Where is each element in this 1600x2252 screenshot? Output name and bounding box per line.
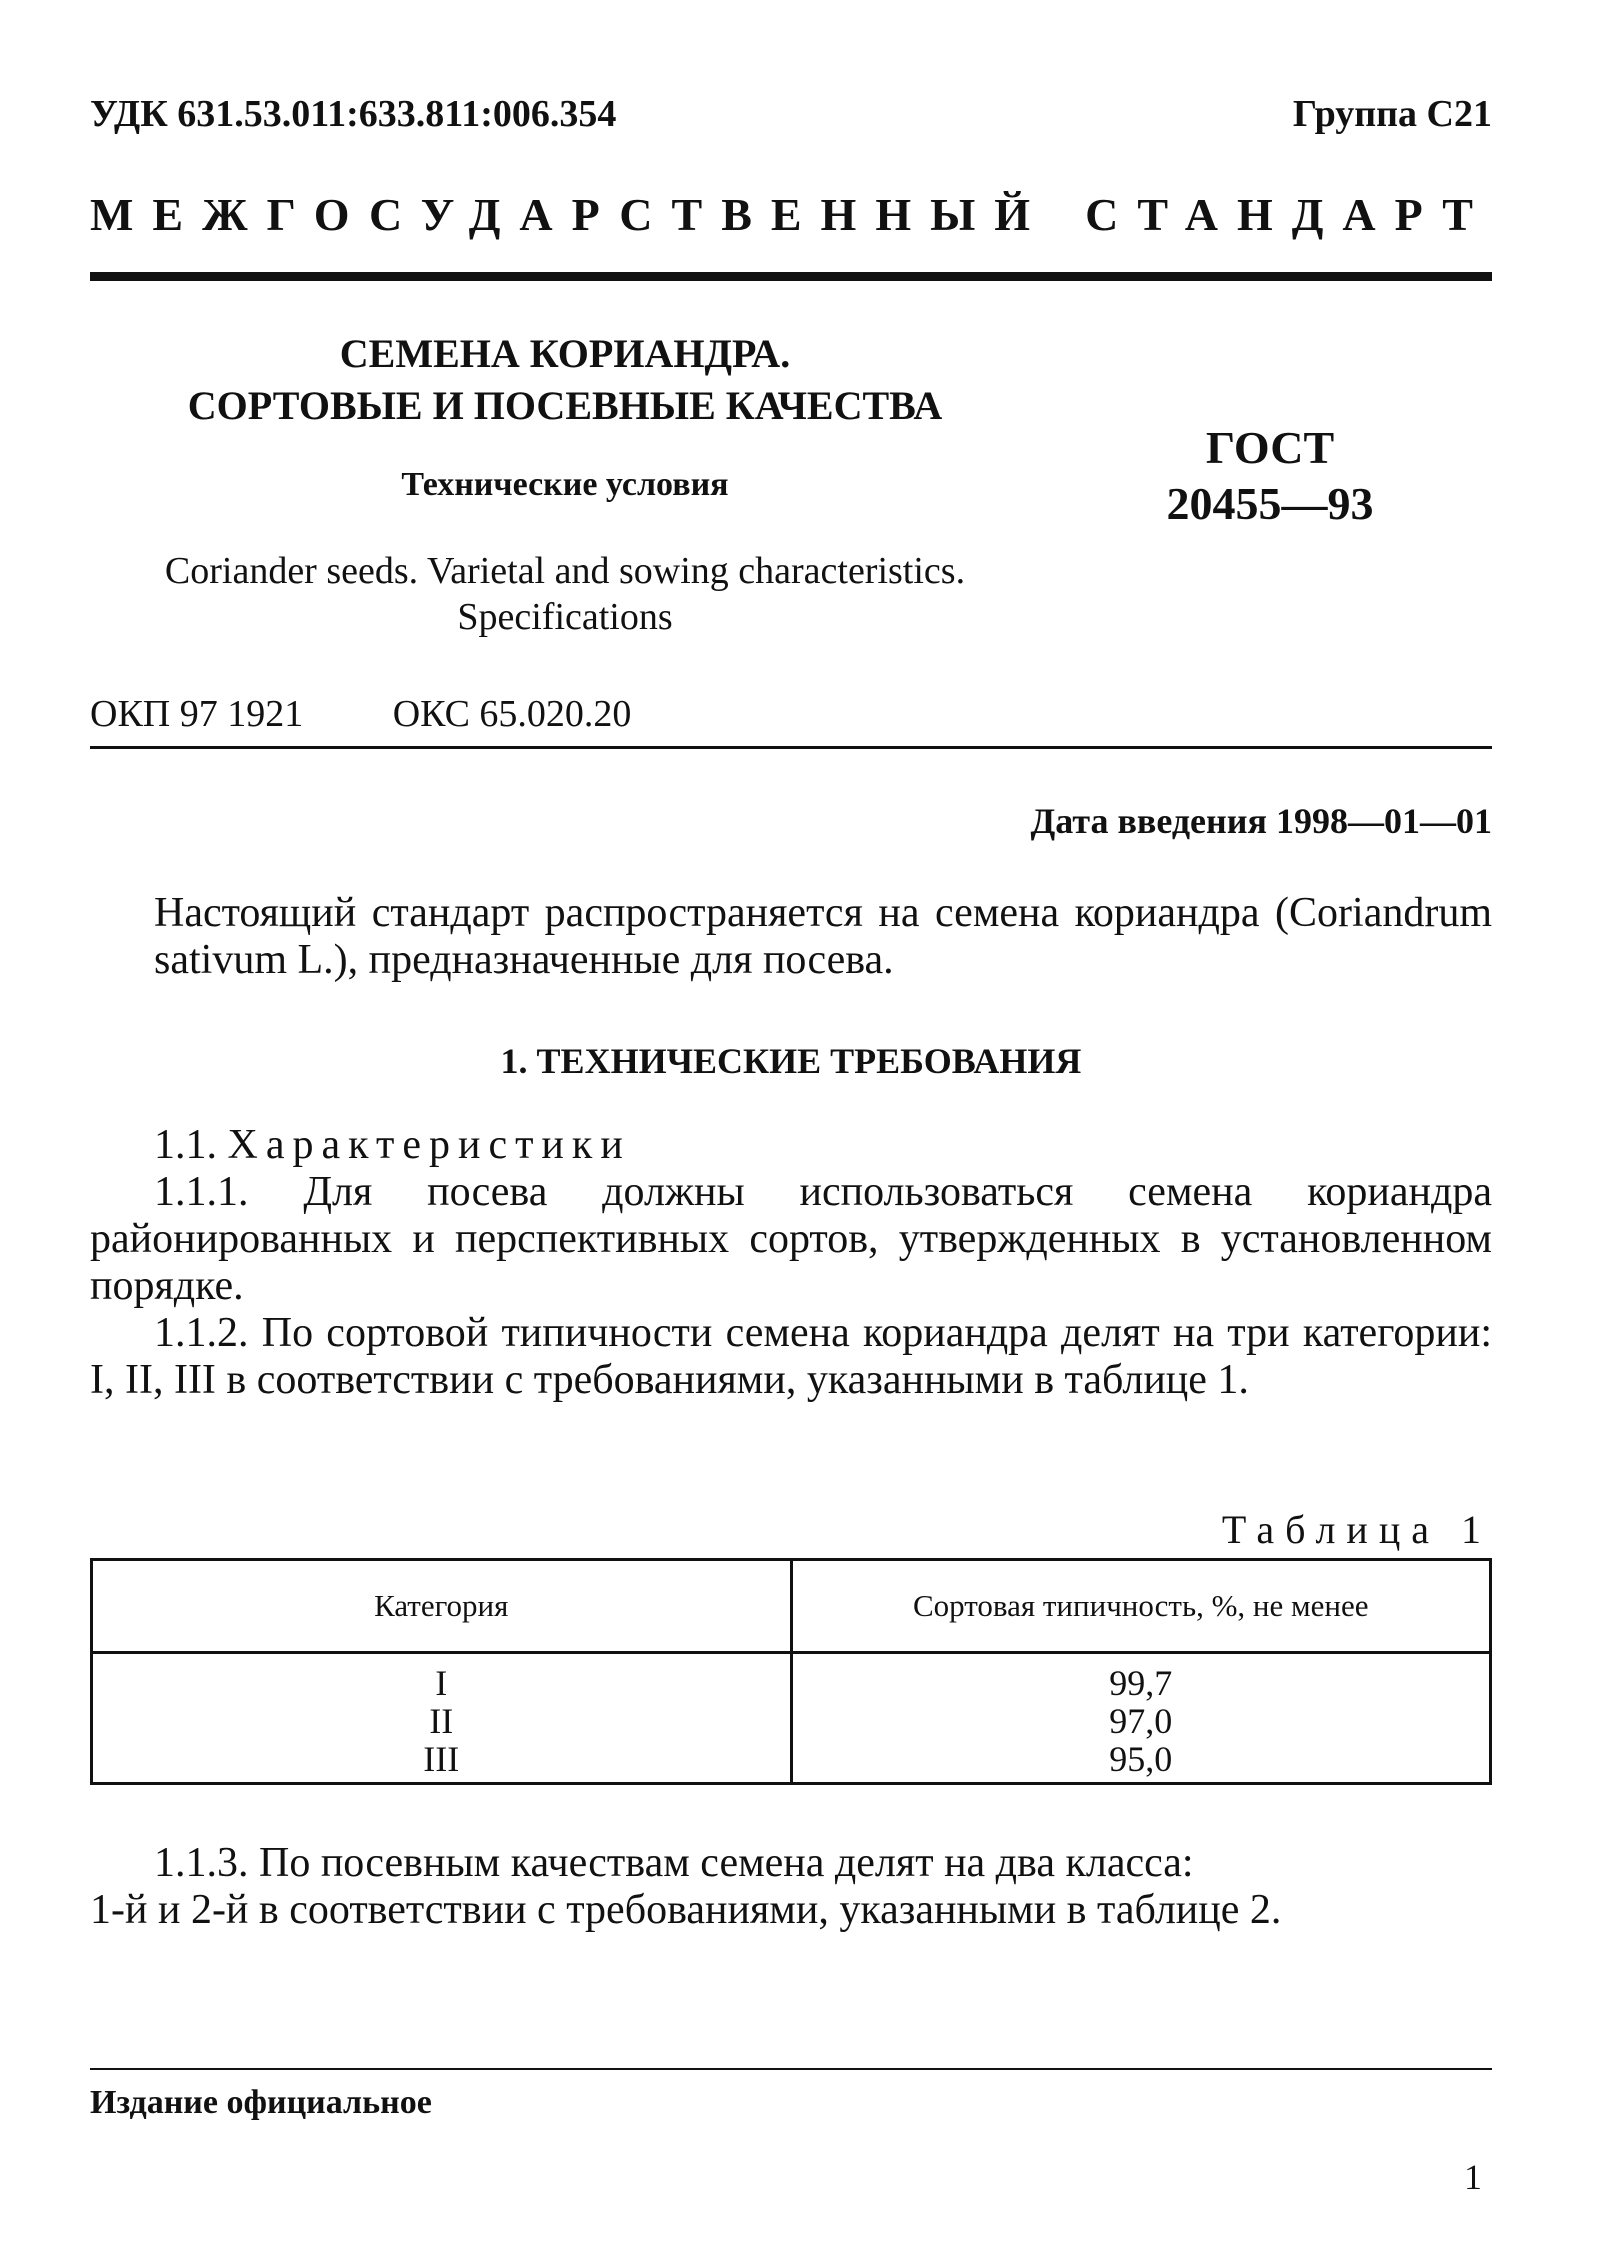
table-row [92,1653,1491,1703]
paragraph-1-1-1 [90,1169,1492,1310]
document-subtitle: Технические условия [401,466,729,503]
english-title [80,548,1050,640]
standard-word: СТАНДАРТ [1085,189,1492,240]
table-1 [90,1558,1492,1785]
typicality-column-header: Сортовая типичность, %, не менее [791,1560,1491,1653]
english-title-line-2: Specifications [457,596,673,638]
table-row [92,1702,1491,1740]
page-number: 1 [1464,2157,1482,2197]
subsection-heading [90,1122,1492,1169]
edition-note: Издание официальное [90,2084,432,2121]
gost-label: ГОСТ [1205,422,1335,473]
group-code: Группа С21 [1292,93,1492,135]
gost-number: 20455—93 [1166,478,1374,529]
paragraph-1-1-3-line-1: 1.1.3. По посевным качествам семена делят на два класса: [154,1840,1194,1886]
category-column-header: Категория [92,1560,792,1653]
heading-rule [90,272,1492,281]
paragraph-1-1-3 [90,1840,1492,1934]
codes-rule [90,746,1492,749]
typicality-cell: 95,0 [791,1740,1491,1784]
category-cell: II [92,1702,792,1740]
interstate-word: МЕЖГОСУДАРСТВЕННЫЙ [90,189,1050,240]
table-header-row [92,1560,1491,1653]
footer-rule [90,2068,1492,2070]
table-row [92,1740,1491,1784]
table-1-caption: Таблица 1 [1221,1507,1492,1552]
typicality-cell: 97,0 [791,1702,1491,1740]
intro-paragraph [90,890,1492,984]
intro-text: Настоящий стандарт распространяется на семена кориандра (Coriandrum sativum L.), предназначенные для посева. [154,890,1492,983]
paragraph-1-1-1-text: 1.1.1. Для посева должны использоваться семена кориандра районированных и перспективных сортов, утвержденных в установленном порядке. [90,1169,1492,1309]
section-1-title: 1. ТЕХНИЧЕСКИЕ ТРЕБОВАНИЯ [500,1041,1082,1081]
document-title [130,328,1000,432]
introduction-date: Дата введения 1998—01—01 [1030,801,1492,841]
paragraph-1-1-2 [90,1310,1492,1404]
typicality-cell: 99,7 [791,1653,1491,1703]
paragraph-1-1-3-line-2: 1-й и 2-й в соответствии с требованиями, указанными в таблице 2. [90,1887,1282,1933]
subsection-number: 1.1. [154,1122,217,1168]
title-line-2: СОРТОВЫЕ И ПОСЕВНЫЕ КАЧЕСТВА [187,383,943,428]
paragraph-1-1-2-text: 1.1.2. По сортовой типичности семена кориандра делят на три категории: I, II, III в соответствии с требованиями, указанными в таблице 1. [90,1310,1492,1403]
english-title-line-1: Coriander seeds. Varietal and sowing characteristics. [164,550,966,592]
subsection-title: Характеристики [227,1122,631,1168]
interstate-heading [90,188,1492,241]
classification-codes [90,692,711,736]
category-cell: III [92,1740,792,1784]
gost-designation [1110,420,1430,532]
okp-code: ОКП 97 1921 [90,693,304,735]
title-line-1: СЕМЕНА КОРИАНДРА. [339,331,791,376]
category-cell: I [92,1653,792,1703]
udk-code: УДК 631.53.011:633.811:006.354 [90,93,617,135]
oks-code: ОКС 65.020.20 [392,693,632,735]
